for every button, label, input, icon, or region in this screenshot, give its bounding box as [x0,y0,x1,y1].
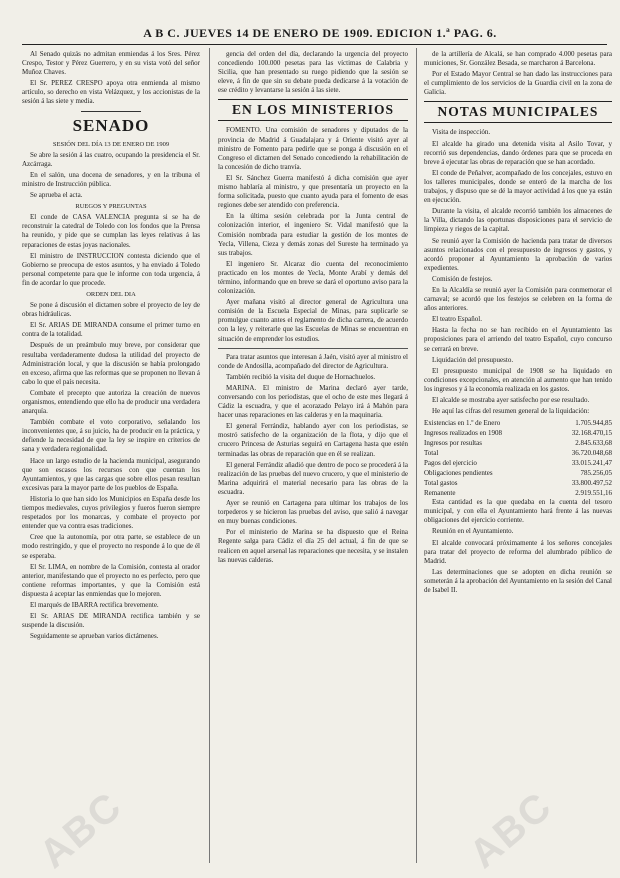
budget-value: 785.256,05 [580,469,612,478]
paragraph: El Sr. Sánchez Guerra manifestó á dicha comisión que ayer mismo hablaría al ministro, y que presentaría un proyecto en la forma solicitada, puesto que cuanto ayuda para el fomento de esas regiones debe ser atendido con preferencia. [218,173,408,210]
paragraph: El general Ferrándiz, hablando ayer con los periodistas, se mostró satisfecho de la organización de la flota, y dijo que el crucero Princesa de Asturias seguirá en Cartagena hasta que estén terminadas las obras de reparación que en él se realizan. [218,422,408,458]
paragraph: Las determinaciones que se adopten en dicha reunión se someterán á la aprobación del Ayuntamiento en la sesión del Canal de Isabel II. [424,567,612,595]
header-rule [22,44,607,45]
paragraph: Por el ministerio de Marina se ha dispuesto que el Reina Regente salga para Cádiz el día 25 del actual, á fin de que se realicen en aquel arsenal las reparaciones que necesita, y se instalen las nuevas calderas. [218,528,408,564]
paragraph: En la última sesión celebrada por la Junta central de colonización interior, el ingeniero Sr. Vidal manifestó que la Comisión nombrada para estudiar la gestión de los montes de Yecla, Villena, Cieza y demás zonas del Sureste ha terminado ya sus trabajos. [218,212,408,257]
paragraph: Se pone á discusión el dictamen sobre el proyecto de ley de obras hidráulicas. [22,301,200,319]
paragraph: El Sr. ARIAS DE MIRANDA consume el primer turno en contra de la totalidad. [22,321,200,339]
paragraph: El Sr. ARIAS DE MIRANDA rectifica también y se suspende la discusión. [22,612,200,630]
column-divider [209,48,210,863]
paragraph: También combate el voto corporativo, señalando los inconvenientes que, á su juicio, ha de producir en la práctica, y defiende la necesidad de que la ley se inspire en criterios de sana y verdadera regionalidad. [22,418,200,454]
abc-watermark: ABC [461,783,561,877]
budget-row [424,428,612,438]
paragraph: El Sr. PEREZ CRESPO apoya otra enmienda al mismo artículo, so derecho en vista Velázquez, y los accionistas de la sesión á las siete y media. [22,79,200,106]
budget-label: Total [424,449,439,458]
paragraph: Seguidamente se aprueban varios dictámenes. [30,632,159,641]
budget-row [424,488,612,498]
paragraph: Para tratar asuntos que interesan á Jaén, visitó ayer al ministro el conde de Andosilla, acompañado del director de Agricultura. [218,352,408,370]
budget-value: 33.800.497,52 [571,479,612,488]
paragraph: Reunión en el Ayuntamiento. [432,527,514,536]
paragraph: Cree que la autonomía, por otra parte, se establece de un modo restringido, y que el proyecto no responde á lo que de él se esperaba. [22,533,200,560]
budget-label: Remanente [424,489,456,498]
paragraph: El marqués de IBARRA rectifica brevemente. [30,600,159,609]
column-senado [22,50,200,860]
paragraph: El general Ferrándiz añadió que dentro de poco se procederá á la realización de las pruebas del nuevo crucero, y que el ministerio de Marina adquirirá el material necesario para las obras de la escuadra. [218,460,408,496]
budget-label: Obligaciones pendientes [424,469,493,478]
paragraph: También recibió la visita del duque de Hornachuelos. [226,372,376,381]
paragraph: Al Senado quizás no admitan enmiendas á los Sres. Pérez Crespo, Testor y Pérez Guerrero, y en su vista votó del señor Muñoz Chaves. [22,50,200,77]
paragraph: El alcalde convocará próximamente á los señores concejales para tratar del proyecto de reforma del alumbrado público de Madrid. [424,538,612,565]
budget-value: 36.720.048,68 [571,449,612,458]
section-title-ministerios: EN LOS MINISTERIOS [218,99,408,121]
paragraph: MARINA. El ministro de Marina declaró ayer tarde, conversando con los periodistas, que el ocho de este mes llegará á Cádiz la escuadra, y que el acorazado Pelayo irá á Mahón para hacer unas reparaciones en las calderas y en la maquinaria. [218,383,408,420]
paragraph: He aquí las cifras del resumen general de la liquidación: [432,407,590,416]
budget-row [424,438,612,448]
budget-row [424,458,612,468]
paragraph: El presupuesto municipal de 1908 se ha liquidado en condiciones excepcionales, en atención al aumento que han tenido los ingresos y á la economía realizada en los gastos. [424,366,612,393]
budget-label: Ingresos realizados en 1908 [424,429,502,438]
paragraph: Ayer se reunió en Cartagena para ultimar los trabajos de los torpederos y se hicieron las pruebas del aviso, que salió á navegar en muy buenas condiciones. [218,499,408,526]
budget-row [424,418,612,428]
paragraph: Ayer mañana visitó al director general de Agricultura una comisión de la Escuela Especial de Minas, para suplicarle se promulgue cuanto antes el reglamento de dicha carrera, de acuerdo con la ley, y reiterarle que las Escuelas de Minas se encuentran en situación de emprender los estudios. [218,298,408,343]
budget-label: Pagos del ejercicio [424,459,477,468]
subheading-orden: ORDEN DEL DIA [86,290,136,298]
paragraph: Se reunió ayer la Comisión de hacienda para tratar de diversos asuntos relacionados con el presupuesto de ingresos y gastos, y acordó proponer al Ayuntamiento la aprobación de varios expedientes. [424,236,612,272]
divider [81,111,141,112]
column-divider [416,48,417,863]
budget-row [424,468,612,478]
paragraph: de la artillería de Alcalá, se han comprado 4.000 pesetas para municiones, Sr. González Besada, se marcharon á Barcelona. [424,50,612,68]
paragraph: Historia lo que han sido los Municipios en España desde los tiempos medievales, cuyos privilegios y fueros fueron siempre respetados por los monarcas, y combate el proyecto por entender que va contra esas tradiciones. [22,494,200,531]
paragraph: En el salón, una docena de senadores, y en la tribuna el ministro de Instrucción pública. [22,170,200,188]
paragraph: El alcalde ha girado una detenida visita al Asilo Tovar, y recorrió sus dependencias, dando órdenes para que se proceda en breve á ejecutar las obras de reparación que se han acordado. [424,139,612,166]
paragraph: El conde de Peñalver, acompañado de los concejales, estuvo en los talleres municipales, donde se enteró de la marcha de los trabajos, y dispuso que se dé la mayor actividad á los que ya están en ejecución. [424,168,612,205]
subheading-ruegos: RUEGOS Y PREGUNTAS [75,203,147,211]
divider [218,348,408,349]
budget-value: 33.015.241,47 [571,459,612,468]
paragraph: Esta cantidad es la que quedaba en la cuenta del tesoro municipal, y con ella el Ayuntamiento hará frente á las nuevas obligaciones del ejercicio corriente. [424,498,612,525]
paragraph: El Sr. LIMA, en nombre de la Comisión, contesta al orador anterior, manifestando que el proyecto no es perfecto, pero que contiene reformas importantes, y que la Comisión está dispuesta á aceptar las enmiendas que lo mejoren. [22,562,200,598]
paragraph: Se aprueba el acta. [30,191,83,200]
section-title-senado: SENADO [72,115,150,135]
paragraph: El teatro Español. [432,315,482,324]
paragraph: El ministro de INSTRUCCION contesta diciendo que el Gobierno se preocupa de estos asuntos, y ha enviado á Toledo personal competente para que le informe con toda urgencia, á fin de acordar lo que procede. [22,251,200,287]
column-ministerios [218,50,408,860]
session-subtitle: SESIÓN DEL DÍA 13 DE ENERO DE 1909 [52,140,170,148]
paragraph: Liquidación del presupuesto. [432,355,514,364]
budget-row [424,448,612,458]
paragraph: Hasta la fecha no se han recibido en el Ayuntamiento las proposiciones para el arriendo del teatro Español, cuyo concurso se cerrará en breve. [424,326,612,353]
paragraph: El conde de CASA VALENCIA pregunta si se ha de reconstruir la catedral de Toledo con los fondos que la Prensa ha reunido, y pide que se cumplan las leyes relativas á las reparaciones de estas joyas nacionales. [22,213,200,249]
paragraph: Después de un preámbulo muy breve, por considerar que resultaba verdaderamente dudosa la utilidad del proyecto de Administración local, y que la discusión se había prolongado en exceso, afirma que las reformas que se proponen no llevan á cabo lo que el país necesita. [22,341,200,386]
paragraph: FOMENTO. Una comisión de senadores y diputados de la provincia de Madrid á Guadalajara y á Oriente visitó ayer al ministro de Fomento para pedirle que se ponga á discusión en el Congreso el dictamen del Senado concediendo la rehabilitación de la concesión de dicho tranvía. [218,126,408,171]
budget-value: 1.705.944,85 [575,419,612,428]
budget-row [424,478,612,488]
paragraph: Visita de inspección. [432,128,491,137]
budget-value: 2.845.633,68 [575,439,612,448]
paragraph: El ingeniero Sr. Alcaraz dio cuenta del reconocimiento practicado en los montes de Yecla, Monte Arabí y demás del término, informando que en breve se dará el oportuno aviso para la colonización. [218,259,408,296]
budget-label: Ingresos por resultas [424,439,482,448]
paragraph: Hace un largo estudio de la hacienda municipal, asegurando que son escasos los recursos con que cuentan los Ayuntamientos, y que las cargas que sobre ellos pesan resultan excesivas para la mayor parte de los pueblos de España. [22,456,200,492]
paragraph: El alcalde se mostraba ayer satisfecho por ese resultado. [432,396,590,404]
budget-value: 2.919.551,16 [575,489,612,498]
paragraph: Combate el precepto que autoriza la creación de nuevos organismos, entendiendo que ello ha de producir una verdadera anarquía. [22,388,200,416]
paragraph: gencia del orden del día, declarando la urgencia del proyecto concediendo 100.000 pesetas para las víctimas de Calabria y Sicilia, que han presentado su ruego pidiendo que la sesión se eleve, á fin de que sin su debate pueda dedicarse á la votación de ese crédito y levantarse la sesión á las siete. [218,50,408,95]
abc-watermark: ABC [31,783,131,877]
column-municipales [424,50,612,860]
paragraph: Comisión de festejos. [432,274,493,283]
paragraph: Se abre la sesión á las cuatro, ocupando la presidencia el Sr. Azcárraga. [22,150,200,168]
page-header: A B C. JUEVES 14 DE ENERO DE 1909. EDICION 1.ª PAG. 6. [143,26,497,40]
budget-label: Existencias en 1.º de Enero [424,419,501,428]
paragraph: Por el Estado Mayor Central se han dado las instrucciones para el cumplimiento de los servicios de la Guardia civil en la zona de Galicia. [424,70,612,97]
paragraph: Durante la visita, el alcalde recorrió también los almacenes de la Villa, dictando las oportunas disposiciones para el servicio de limpieza y riegos de la capital. [424,207,612,234]
budget-value: 32.168.470,15 [571,429,612,438]
paragraph: En la Alcaldía se reunió ayer la Comisión para conmemorar el carnaval; se acordó que los festejos se celebren en la forma de años anteriores. [424,285,612,313]
budget-table [424,418,612,498]
budget-label: Total gastos [424,479,458,488]
section-title-municipales: NOTAS MUNICIPALES [424,101,612,123]
